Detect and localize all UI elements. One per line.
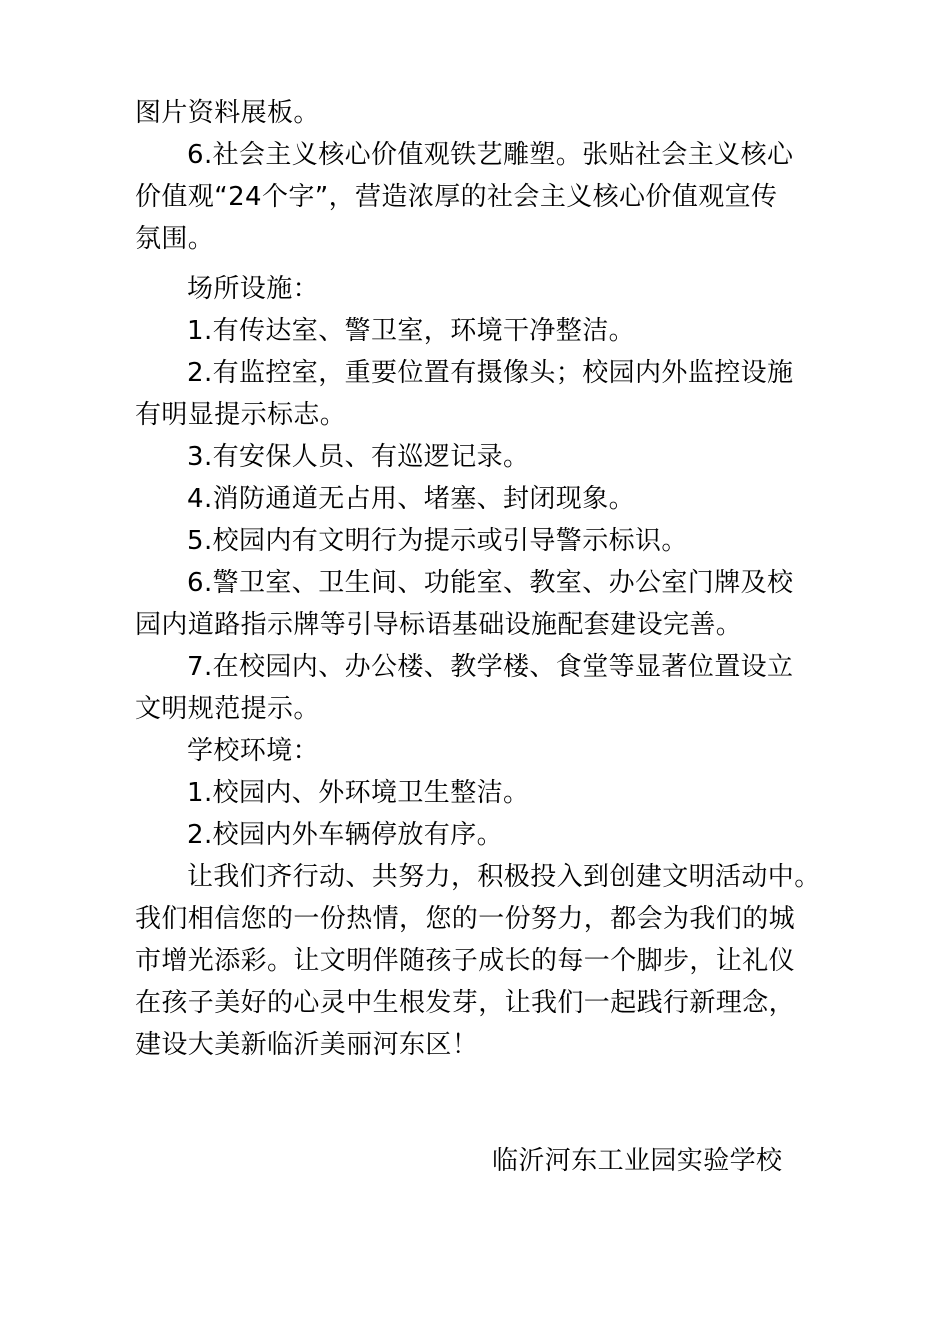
paragraph-line: 市增光添彩。让文明伴随孩子成长的每一个脚步，让礼仪 [135, 946, 796, 976]
section-heading: 场所设施： [187, 274, 320, 304]
list-item: 4.消防通道无占用、堵塞、封闭现象。 [187, 484, 636, 514]
paragraph-line: 图片资料展板。 [135, 98, 320, 128]
signature-school-name: 临沂河东工业园实验学校 [492, 1146, 783, 1176]
paragraph-line: 6.社会主义核心价值观铁艺雕塑。张贴社会主义核心 [187, 140, 794, 170]
paragraph-line: 在孩子美好的心灵中生根发芽，让我们一起践行新理念， [135, 988, 796, 1018]
list-item: 6.警卫室、卫生间、功能室、教室、办公室门牌及校 [187, 568, 794, 598]
document-body [135, 92, 835, 1066]
list-item: 1.有传达室、警卫室，环境干净整洁。 [187, 316, 636, 346]
list-item: 7.在校园内、办公楼、教学楼、食堂等显著位置设立 [187, 652, 794, 682]
paragraph-line: 氛围。 [135, 224, 215, 254]
list-item: 5.校园内有文明行为提示或引导警示标识。 [187, 526, 688, 556]
list-item: 2.有监控室，重要位置有摄像头；校园内外监控设施 [187, 358, 794, 388]
list-item: 1.校园内、外环境卫生整洁。 [187, 778, 530, 808]
paragraph-line: 让我们齐行动、共努力，积极投入到创建文明活动中。 [187, 862, 821, 892]
paragraph-line: 园内道路指示牌等引导标语基础设施配套建设完善。 [135, 610, 743, 640]
paragraph-line: 价值观“24个字”，营造浓厚的社会主义核心价值观宣传 [135, 182, 778, 212]
paragraph-line: 有明显提示标志。 [135, 400, 347, 430]
section-heading: 学校环境： [187, 736, 320, 766]
paragraph-line: 文明规范提示。 [135, 694, 320, 724]
list-item: 3.有安保人员、有巡逻记录。 [187, 442, 530, 472]
paragraph-line: 建设大美新临沂美丽河东区！ [135, 1030, 479, 1060]
list-item: 2.校园内外车辆停放有序。 [187, 820, 504, 850]
paragraph-line: 我们相信您的一份热情，您的一份努力，都会为我们的城 [135, 904, 796, 934]
